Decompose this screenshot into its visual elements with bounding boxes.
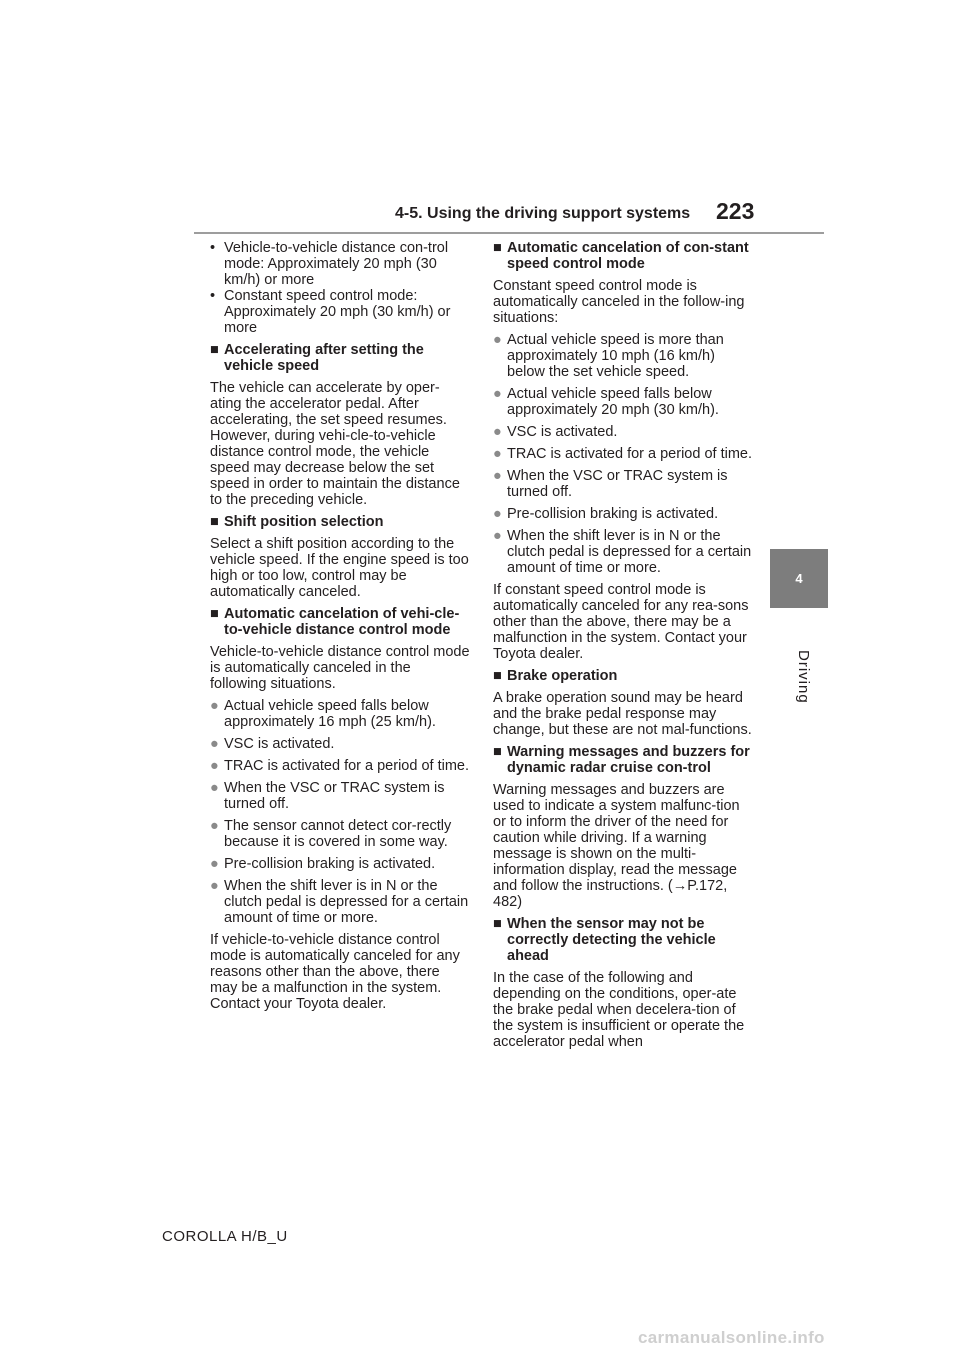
list-item [493, 446, 755, 462]
list-item [210, 758, 470, 774]
list-item-text: VSC is activated. [224, 736, 335, 752]
paragraph: The vehicle can accelerate by oper-ating the accelerator pedal. After accelerating, the set speed resumes. However, during vehi-cle-to-vehicle distance control mode, the vehicle speed may decrease below the set speed in order to maintain the distance to the preceding vehicle. [210, 380, 460, 508]
paragraph: In the case of the following and depending on the conditions, oper-ate the brake pedal when decelera-tion of the system is insufficient or operate the accelerator pedal when [493, 970, 745, 1050]
paragraph: Select a shift position according to the vehicle speed. If the engine speed is too high or too low, control may be automatically canceled. [210, 536, 469, 600]
list-item-text: When the VSC or TRAC system is turned off. [507, 468, 728, 500]
square-icon: ■ [210, 514, 219, 530]
list-item [493, 468, 755, 500]
chapter-number: 4 [795, 571, 803, 586]
square-icon: ■ [210, 606, 219, 622]
heading-text: Shift position selection [224, 514, 384, 530]
heading-text: Automatic cancelation of con-stant speed control mode [507, 240, 749, 272]
list-item [210, 240, 470, 288]
list-item [210, 736, 470, 752]
chapter-tab [770, 549, 828, 608]
list-item-text: When the shift lever is in N or the clutch pedal is depressed for a certain amount of time or more. [224, 878, 469, 926]
list-item-text: Constant speed control mode: Approximately 20 mph (30 km/h) or more [224, 288, 451, 336]
dot-icon: ● [493, 424, 502, 440]
watermark: carmanualsonline.info [638, 1328, 825, 1347]
list-item [210, 818, 470, 850]
list-item-text: Pre-collision braking is activated. [507, 506, 719, 522]
list-item [210, 698, 470, 730]
section-heading [210, 514, 470, 530]
dot-icon: ● [493, 528, 502, 544]
dot-icon: ● [210, 818, 219, 834]
footer-model: COROLLA H/B_U [162, 1228, 288, 1245]
list-item [493, 386, 755, 418]
paragraph: A brake operation sound may be heard and the brake pedal response may change, but these are not mal-functions. [493, 690, 752, 738]
list-item [210, 288, 470, 336]
header-rule [194, 232, 824, 234]
dot-icon: ● [210, 780, 219, 796]
dot-icon: ● [493, 332, 502, 348]
list-item [210, 878, 470, 926]
heading-text: Brake operation [507, 668, 618, 684]
dot-icon: ● [210, 698, 219, 714]
dot-icon: ● [493, 386, 502, 402]
square-icon: ■ [210, 342, 219, 358]
dot-icon: ● [210, 736, 219, 752]
square-icon: ■ [493, 916, 502, 932]
list-item-text: TRAC is activated for a period of time. [224, 758, 469, 774]
dot-icon: ● [210, 758, 219, 774]
paragraph: Constant speed control mode is automatically canceled in the follow-ing situations: [493, 278, 745, 326]
section-heading [210, 342, 470, 374]
list-item-text: The sensor cannot detect cor-rectly because it is covered in some way. [224, 818, 452, 850]
list-item-text: TRAC is activated for a period of time. [507, 446, 752, 462]
paragraph: Warning messages and buzzers are used to indicate a system malfunc-tion or to inform the driver of the need for caution while driving. If a warning message is shown on the multi-information display, read the message and follow the instructions. (→P.172, 482) [493, 782, 740, 910]
square-icon: ■ [493, 240, 502, 256]
speed-range-list [210, 240, 470, 336]
heading-text: Accelerating after setting the vehicle speed [224, 342, 424, 374]
heading-text: Automatic cancelation of vehi-cle-to-vehicle distance control mode [224, 606, 460, 638]
list-item-text: VSC is activated. [507, 424, 618, 440]
page-number: 223 [716, 198, 755, 224]
paragraph: If constant speed control mode is automatically canceled for any rea-sons other than the above, there may be a malfunction in the system. Contact your Toyota dealer. [493, 582, 749, 662]
paragraph: Vehicle-to-vehicle distance control mode is automatically canceled in the following situations. [210, 644, 470, 692]
square-icon: ■ [493, 744, 502, 760]
right-column [493, 240, 755, 1056]
left-column [210, 240, 470, 1018]
bullet-icon: • [210, 240, 216, 256]
bullet-icon: • [210, 288, 216, 304]
list-item-text: Vehicle-to-vehicle distance con-trol mode: Approximately 20 mph (30 km/h) or more [224, 240, 449, 288]
list-item-text: Actual vehicle speed falls below approximately 16 mph (25 km/h). [224, 698, 436, 730]
section-title: 4-5. Using the driving support systems [395, 205, 691, 222]
list-item [493, 332, 755, 380]
list-item [493, 506, 755, 522]
section-heading [493, 744, 755, 776]
paragraph: If vehicle-to-vehicle distance control mode is automatically canceled for any reasons other than the above, there may be a malfunction in the system. Contact your Toyota dealer. [210, 932, 460, 1012]
chapter-label: Driving [795, 650, 812, 704]
heading-text: When the sensor may not be correctly detecting the vehicle ahead [507, 916, 716, 964]
section-heading [493, 668, 755, 684]
dot-icon: ● [210, 878, 219, 894]
section-heading [210, 606, 470, 638]
section-heading [493, 916, 755, 964]
dot-icon: ● [493, 506, 502, 522]
section-heading [493, 240, 755, 272]
list-item-text: Pre-collision braking is activated. [224, 856, 436, 872]
list-item [493, 528, 755, 576]
dot-icon: ● [210, 856, 219, 872]
list-item-text: Actual vehicle speed is more than approximately 10 mph (16 km/h) below the set vehicle speed. [507, 332, 724, 380]
list-item-text: When the shift lever is in N or the clutch pedal is depressed for a certain amount of time or more. [507, 528, 752, 576]
list-item [210, 856, 470, 872]
square-icon: ■ [493, 668, 502, 684]
heading-text: Warning messages and buzzers for dynamic radar cruise con-trol [507, 744, 750, 776]
list-item [210, 780, 470, 812]
dot-icon: ● [493, 468, 502, 484]
list-item-text: When the VSC or TRAC system is turned off. [224, 780, 445, 812]
list-item [493, 424, 755, 440]
list-item-text: Actual vehicle speed falls below approximately 20 mph (30 km/h). [507, 386, 719, 418]
dot-icon: ● [493, 446, 502, 462]
